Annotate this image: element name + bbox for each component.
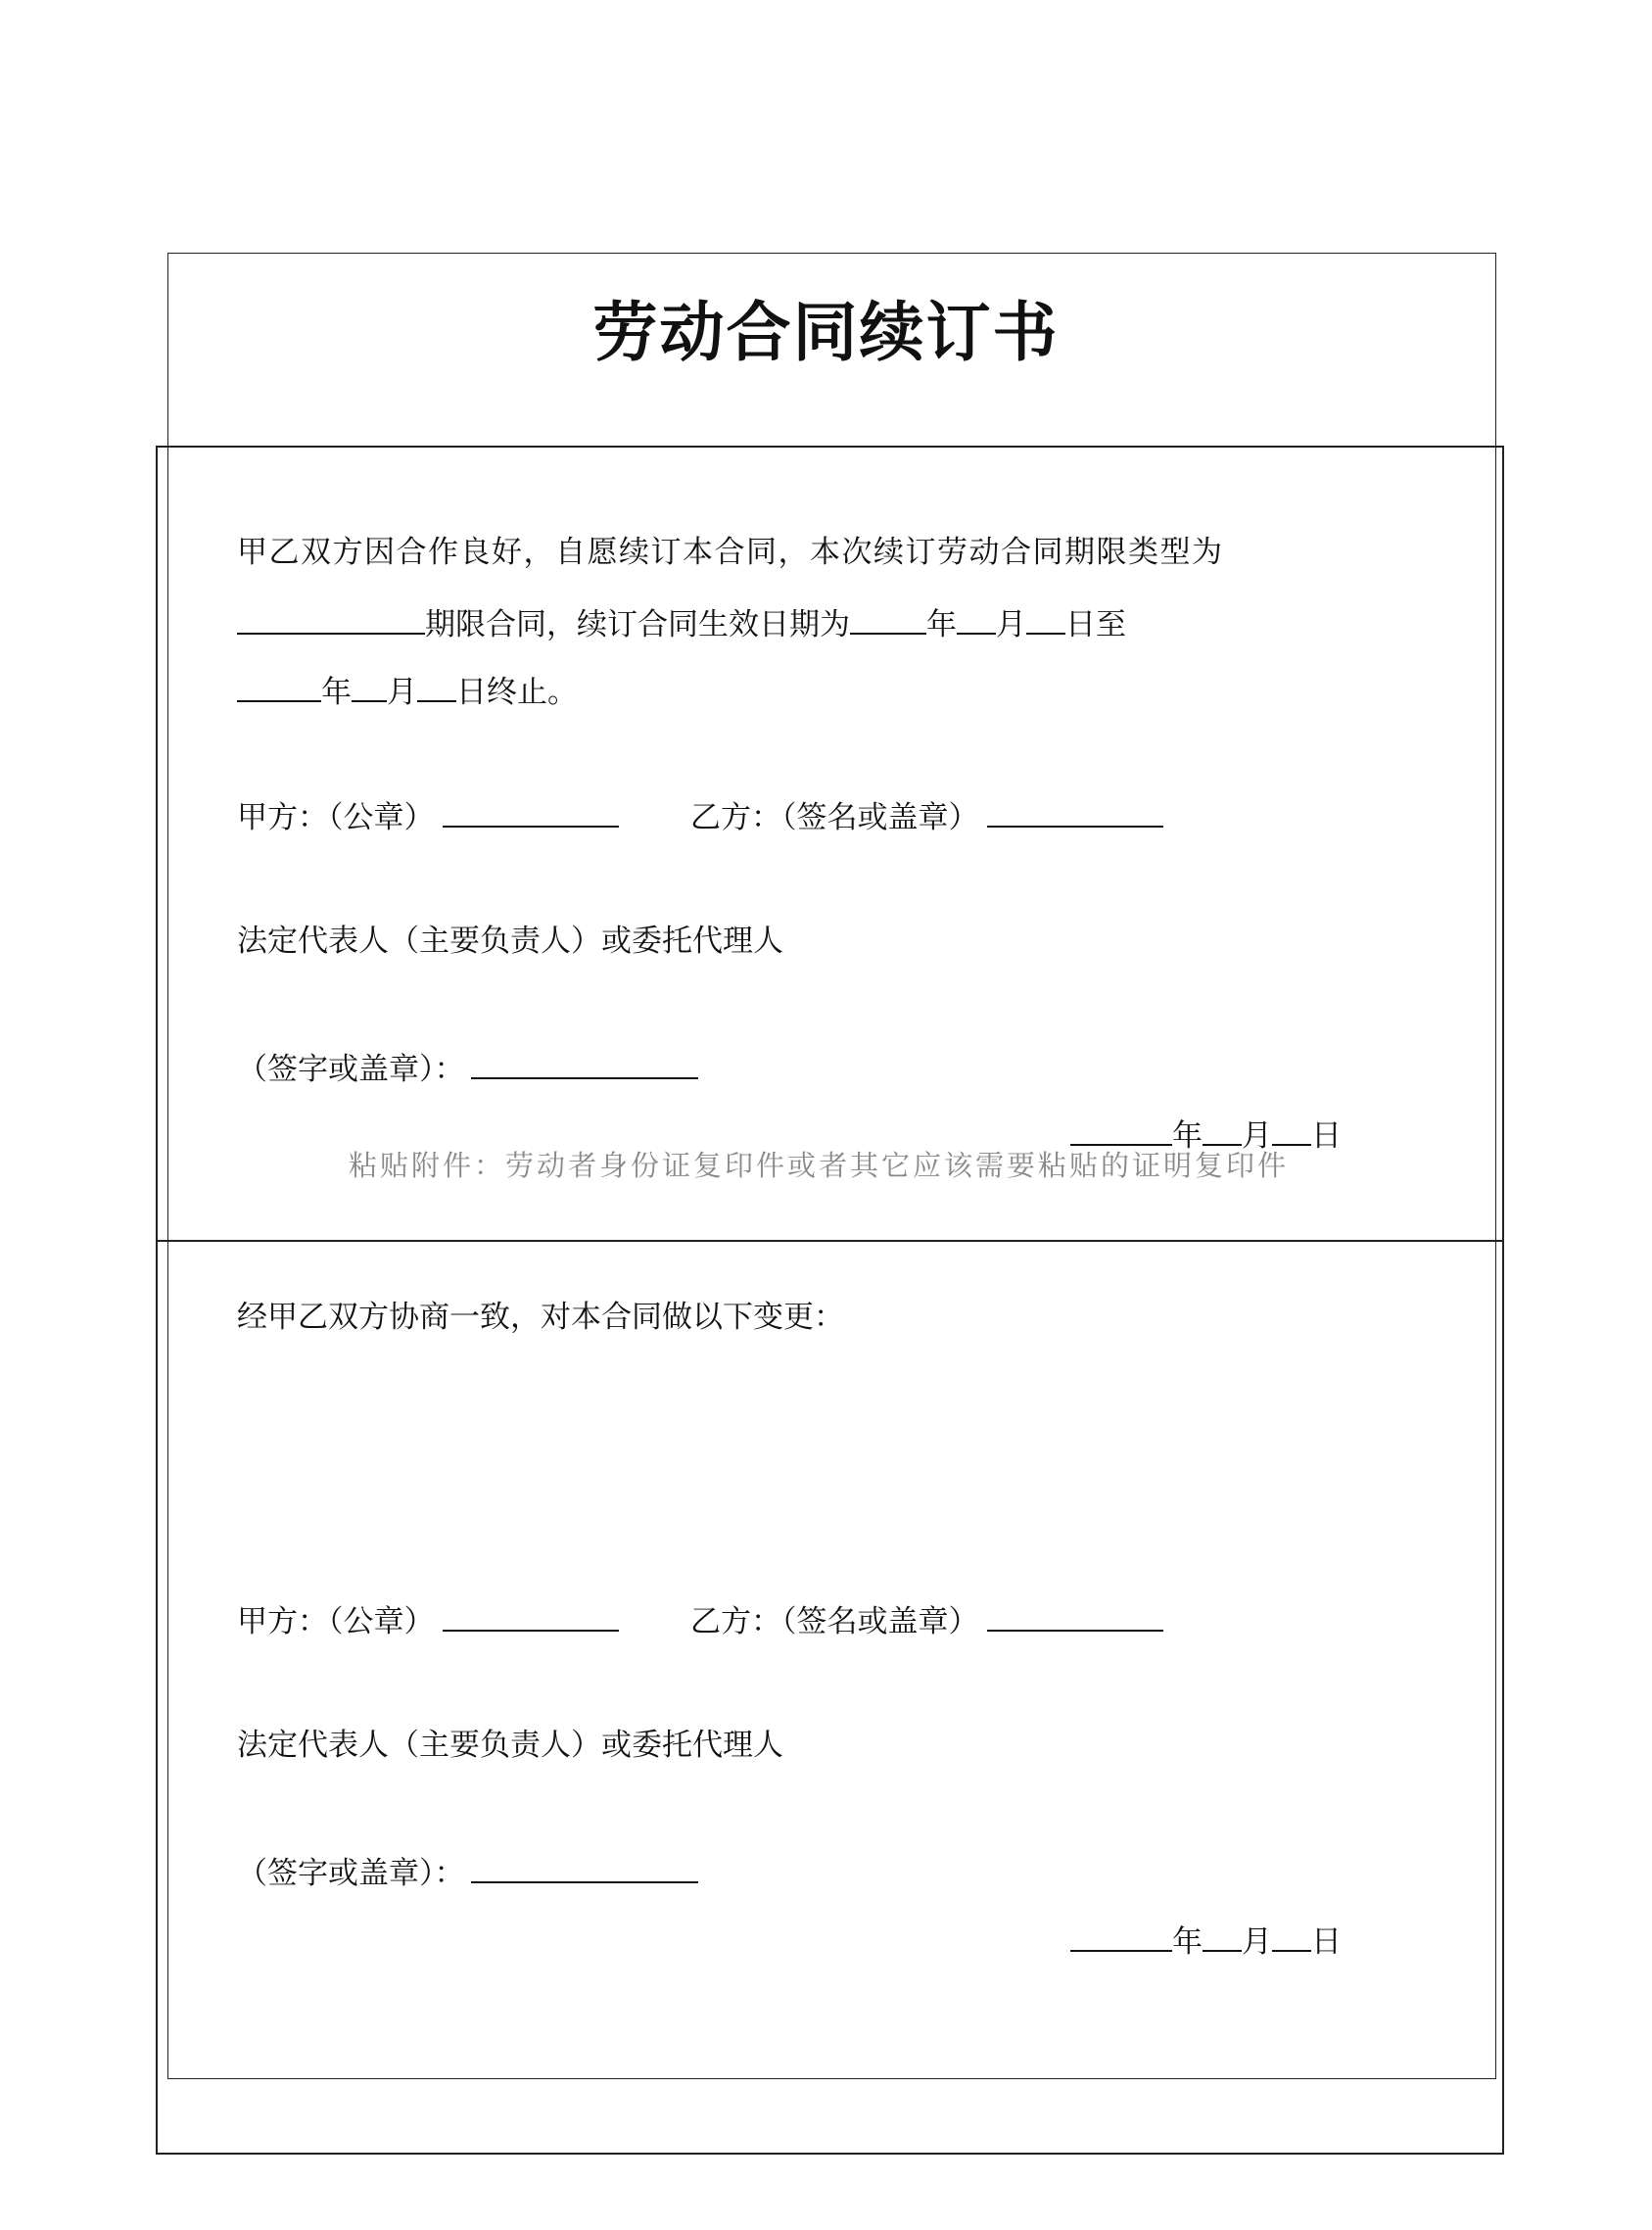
signature-blank-2[interactable]: [471, 1852, 698, 1883]
end-year-blank[interactable]: [237, 671, 321, 702]
attachment-note: 粘贴附件：劳动者身份证复印件或者其它应该需要粘贴的证明复印件: [349, 1149, 1290, 1182]
party-b-line: 乙方：（签名或盖章）: [690, 796, 1163, 837]
section-divider: [156, 1240, 1504, 1242]
party-b-line-2: 乙方：（签名或盖章）: [690, 1600, 1163, 1641]
representative-label: 法定代表人（主要负责人）或委托代理人: [237, 924, 783, 959]
date-year-blank[interactable]: [1070, 1115, 1172, 1146]
date-month-blank-2[interactable]: [1203, 1921, 1242, 1952]
renewal-clause-line2: 期限合同，续订合同生效日期为 年 月 日至: [237, 603, 1126, 644]
document-title: 劳动合同续订书: [592, 295, 1060, 370]
signature-line-2: （签字或盖章）：: [237, 1852, 698, 1893]
end-day-blank[interactable]: [417, 671, 456, 702]
start-month-blank[interactable]: [957, 603, 996, 635]
date-month-blank[interactable]: [1203, 1115, 1242, 1146]
representative-label-2: 法定代表人（主要负责人）或委托代理人: [237, 1728, 783, 1763]
start-year-blank[interactable]: [850, 603, 926, 635]
party-a-seal-blank-2[interactable]: [443, 1600, 619, 1632]
party-b-sign-blank[interactable]: [987, 796, 1163, 828]
date-year-blank-2[interactable]: [1070, 1921, 1172, 1952]
date-day-blank-2[interactable]: [1272, 1921, 1311, 1952]
party-a-line: 甲方：（公章）: [237, 796, 619, 837]
signature-blank[interactable]: [471, 1048, 698, 1079]
date-line: 年 月 日: [1070, 1115, 1342, 1156]
party-b-sign-blank-2[interactable]: [987, 1600, 1163, 1632]
date-line-2: 年 月 日: [1070, 1921, 1342, 1962]
term-type-blank[interactable]: [237, 603, 425, 635]
start-day-blank[interactable]: [1026, 603, 1065, 635]
amendment-intro: 经甲乙双方协商一致，对本合同做以下变更：: [237, 1300, 844, 1335]
party-a-line-2: 甲方：（公章）: [237, 1600, 619, 1641]
date-day-blank[interactable]: [1272, 1115, 1311, 1146]
signature-line: （签字或盖章）：: [237, 1048, 698, 1089]
renewal-clause-line1: 甲乙双方因合作良好，自愿续订本合同，本次续订劳动合同期限类型为: [237, 535, 1224, 570]
end-month-blank[interactable]: [352, 671, 387, 702]
renewal-clause-line3: 年 月 日终止。: [237, 671, 578, 712]
party-a-seal-blank[interactable]: [443, 796, 619, 828]
